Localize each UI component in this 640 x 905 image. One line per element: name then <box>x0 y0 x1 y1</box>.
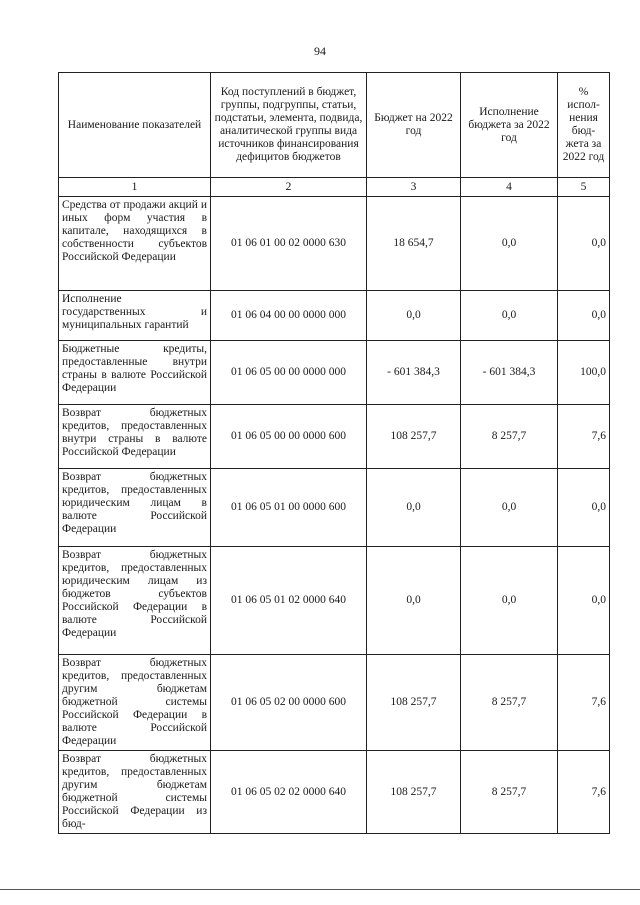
execution-percent: 7,6 <box>558 405 610 469</box>
table-row <box>59 341 610 405</box>
execution-amount: 0,0 <box>461 469 558 547</box>
indicator-name: Возврат бюджетных кредитов, предоставленных юридическим лицам в валюте Российской Федерации <box>59 469 211 547</box>
column-number: 5 <box>558 178 610 197</box>
header-percent-execution: % испол-нения бюд-жета за 2022 год <box>558 73 610 178</box>
budget-code: 01 06 05 01 00 0000 600 <box>211 469 367 547</box>
header-budget-2022: Бюджет на 2022 год <box>367 73 461 178</box>
budget-sources-table <box>58 72 610 834</box>
table-row <box>59 197 610 291</box>
execution-percent: 0,0 <box>558 469 610 547</box>
column-number: 4 <box>461 178 558 197</box>
column-number-row <box>59 178 610 197</box>
page-bottom-rule <box>0 889 640 890</box>
table-row <box>59 291 610 341</box>
indicator-name: Возврат бюджетных кредитов, предоставленных другим бюджетам бюджетной системы Российской Федерации из бюд- <box>59 751 211 834</box>
budget-amount: - 601 384,3 <box>367 341 461 405</box>
table-header-row <box>59 73 610 178</box>
indicator-name: Исполнение государственных и муниципальных гарантий <box>59 291 211 341</box>
execution-percent: 0,0 <box>558 291 610 341</box>
table-row <box>59 547 610 655</box>
table-row <box>59 751 610 834</box>
budget-amount: 108 257,7 <box>367 751 461 834</box>
indicator-name: Бюджетные кредиты, предоставленные внутри страны в валюте Российской Федерации <box>59 341 211 405</box>
execution-amount: 0,0 <box>461 547 558 655</box>
indicator-name: Возврат бюджетных кредитов, предоставленных другим бюджетам бюджетной системы Российской Федерации в валюте Российской Федерации <box>59 655 211 751</box>
budget-amount: 0,0 <box>367 291 461 341</box>
budget-amount: 108 257,7 <box>367 655 461 751</box>
execution-percent: 7,6 <box>558 655 610 751</box>
indicator-name: Возврат бюджетных кредитов, предоставленных юридическим лицам из бюджетов субъектов Российской Федерации в валюте Российской Федерации <box>59 547 211 655</box>
table-row <box>59 469 610 547</box>
execution-amount: 8 257,7 <box>461 655 558 751</box>
execution-amount: 8 257,7 <box>461 405 558 469</box>
column-number: 2 <box>211 178 367 197</box>
budget-amount: 0,0 <box>367 469 461 547</box>
budget-code: 01 06 05 02 02 0000 640 <box>211 751 367 834</box>
budget-code: 01 06 04 00 00 0000 000 <box>211 291 367 341</box>
budget-code: 01 06 05 00 00 0000 600 <box>211 405 367 469</box>
budget-amount: 18 654,7 <box>367 197 461 291</box>
budget-code: 01 06 01 00 02 0000 630 <box>211 197 367 291</box>
execution-amount: 0,0 <box>461 197 558 291</box>
execution-percent: 0,0 <box>558 547 610 655</box>
budget-code: 01 06 05 00 00 0000 000 <box>211 341 367 405</box>
header-execution-2022: Исполнение бюджета за 2022 год <box>461 73 558 178</box>
table-row <box>59 655 610 751</box>
indicator-name: Возврат бюджетных кредитов, предоставленных внутри страны в валюте Российской Федерации <box>59 405 211 469</box>
execution-amount: - 601 384,3 <box>461 341 558 405</box>
budget-amount: 108 257,7 <box>367 405 461 469</box>
execution-amount: 8 257,7 <box>461 751 558 834</box>
header-code: Код поступлений в бюджет, группы, подгруппы, статьи, подстатьи, элемента, подвида, аналитической группы вида источников финансирования дефицитов бюджетов <box>211 73 367 178</box>
column-number: 1 <box>59 178 211 197</box>
execution-percent: 7,6 <box>558 751 610 834</box>
budget-code: 01 06 05 01 02 0000 640 <box>211 547 367 655</box>
table-row <box>59 405 610 469</box>
execution-amount: 0,0 <box>461 291 558 341</box>
column-number: 3 <box>367 178 461 197</box>
indicator-name: Средства от продажи акций и иных форм участия в капитале, находящихся в собственности субъектов Российской Федерации <box>59 197 211 291</box>
budget-amount: 0,0 <box>367 547 461 655</box>
execution-percent: 0,0 <box>558 197 610 291</box>
header-indicator-name: Наименование показателей <box>59 73 211 178</box>
page-number: 94 <box>314 44 326 58</box>
budget-code: 01 06 05 02 00 0000 600 <box>211 655 367 751</box>
execution-percent: 100,0 <box>558 341 610 405</box>
